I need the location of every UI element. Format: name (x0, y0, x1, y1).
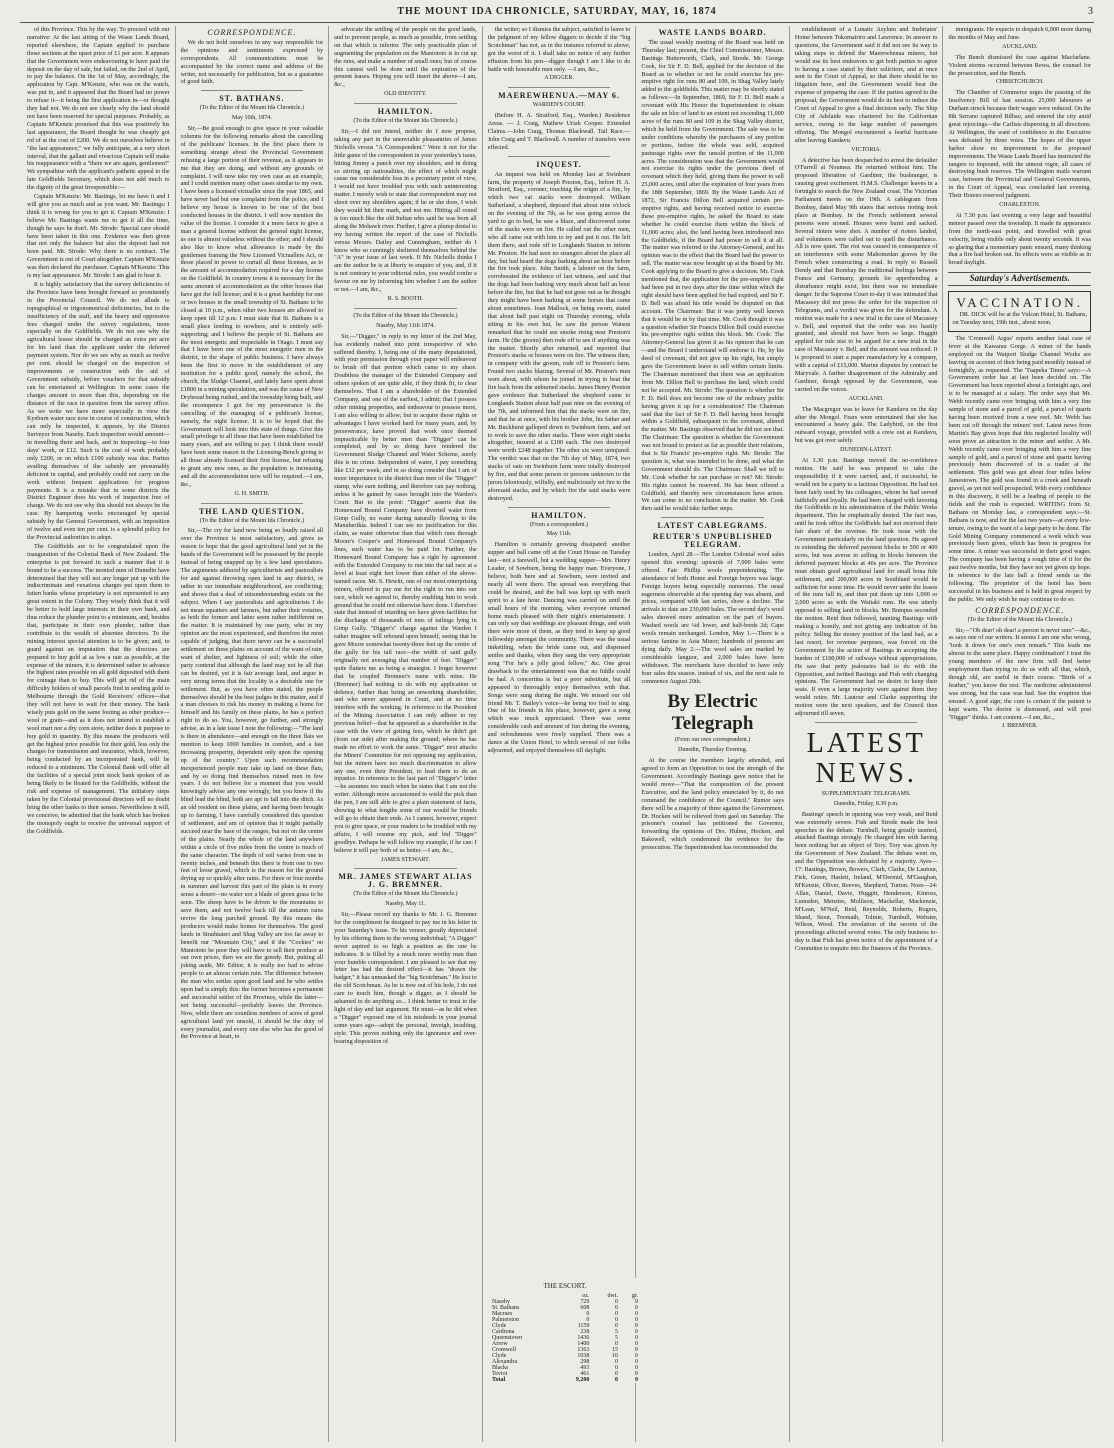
region-heading: AUCKLAND. (848, 395, 884, 402)
divider (661, 517, 764, 518)
escort-amount: 0 (635, 1347, 638, 1353)
escort-place: Arrow (492, 1341, 508, 1347)
advertisements-heading: Saturday's Advertisements. (948, 272, 1091, 286)
telegraph-heading: By Electric Telegraph (667, 691, 758, 735)
escort-title: THE ESCORT. (543, 1282, 587, 1290)
masthead (20, 6, 1094, 23)
section-subheading: (From our own correspondent.) (674, 737, 751, 744)
escort-amount: 1436 (577, 1335, 590, 1341)
escort-amount: 0 (635, 1299, 638, 1305)
escort-place: Teviot (492, 1371, 508, 1377)
escort-amount: 0 (614, 1377, 618, 1383)
escort-amount: 0 (586, 1317, 590, 1323)
latest-news-heading: LATEST NEWS. (806, 727, 926, 789)
letter-heading: HAMILTON. (377, 107, 434, 117)
escort-amount: 1363 (577, 1347, 590, 1353)
escort-amount: 0 (635, 1353, 638, 1359)
escort-amount: 0 (635, 1323, 638, 1329)
letter-signature: R. S. BOOTH. (387, 296, 424, 302)
letter-signature: G. H. SMITH. (234, 490, 270, 497)
article-text: The Goldfields are to be congratulated upon the inauguration of the Colonial Bank of New Zealand. The enterprise is put forward in such a manner that it is bound to be a success. The monied men of Dunedin have determined that they will not any longer put up with the indiscriminate and vexatious charges put upon them to fatten banks whose proprietary is not represented to any great extent in the Colony. They wisely think that it will be better to hold large interests in their own bank, and thus reduce the plunder point to a minimum, and, besides that, participate in their own plunder, rather than contribute to the wealth of absentee directors. To the mining interest special attention is to be given; and, to guard against an imputation that the directors are prepared to buy gold at as low a rate as possible, at the expense of the miners, it is determined rather to advance the highest rates possible on all gold deposited with them for coinage than to buy. This will get rid of the main difficulty holders of small parcels find in sending gold to Melbourne through the Gold Receivers' offices—that they will not have to wait for their money. The bank wisely puts gold on the same footing as other produce—wool or grain—and as it does not intend to establish a wool mart nor a dry corn store, neither does it purpose to buy gold in quantity. By this means the producers will get the highest price possible for their gold, less only the charges for transmission and insurance, which, however, being conducted by an incorporated bank, will be reduced to a minimum. The Colonial Bank will offer all the facilities of a special joint stock bank spoken of as being likely to be floated for the Goldfields, without the risk and expense of management. The initiatory steps taken by the Colonial provisional directors will no doubt bring the other banks to their senses. Nevertheless it will, we conceive, be admitted that the bank which has broken the monopoly ought to receive the universal support of the Goldfields. (27, 542, 170, 835)
article-text: A detective has been despatched to arrest the defaulter O'Farrell at Noumea. He returned without him. The proposed liberation of Gardiner, the bushranger, is causing great excitement. H.M.S. Challenger leaves in a fortnight to search the New Zealand coast. The Victorian Parliament meets on the 19th. A cablegram from Bombay, dated May 9th states that serious rioting took place at Bombay. In the French settlement several persons were stoned. Houses were burnt and sacked. Several rioters were shot. A number of rioters landed, and volunteers were called out to quell the disturbance. All is now quiet. The riot was caused in consequence of an interference with some Mahomedan graves by the French when constructing a road. In reply to Russell Dendy and that Bombay the traditional feelings between France and Germany, grounds for apprehending a disturbance might exist, but there was no immediate danger. In the Supreme Court to-day it was intimated that Macassey did not press the order for the inspection of Telegrams, and a verdict was given for the defendant. A motion was made for a new trial in the case of Macassey v. Bell, and reported that the order was too hastily granted, and should not have been so large. Huggitt applied for rule nisi to be argued for a new trial in the case of Macassey v. Bell, and the amount was reduced. It is proposed to start a paper manufactory by a company, with a capital of £15,000. Marine disputes by contract he Maryvale. A farther disagreement of the Admiralty and Gardiner, though opposed by the Government, was carried on the voices. (794, 156, 938, 393)
letter-text: Sir,—"Digger," in reply to my letter of the 2nd May, has evidently rushed into print irrespective of who suffered thereby. I, being one of the many deputatioted, with your permission through your paper will endeavour to brush off that portion which came to my share. Doubtless the manager of the Extended Company and others spoken of are quite able, if they think fit, to clear themselves. That I am a shareholder of the Extended Company, and one of the earliest, I admit; that I possess other mining properties, and endeavour to possess more, I am also willing to allow; but to acquire those rights or advantages I have worked hard for many years, and, by perseverance, have proved that work once deemed impracticable by better men than "Digger" can be completed, and by so doing have rendered the Government Sludge Channel and Water Scheme, surely this is no crime. Independent of water, I pay something like £12 per week, and in so doing consider that I am of more importance to the district than men of the "Digger" stamp, who earn nothing, and therefore can pay nothing, unless it be gained by cases brought into the Warden's Court. But to the point: "Digger" asserts that the Homeward Bound Company have diverted water from Gimp Gully, no water during naturally flowing to the Manuherikia. Indeed I can see no justification for this claim, as water otherwise than that which runs through Moore's Cooper's and Homeward Bound Company's lines, such water has to be paid for. Further, the Homeward Bound Company has a right by agreement with the Extended Company to run into the tail race at a level at least eight feet lower than either of the above-named races. Mr. S. Hewitt, one of our most enterprising miners, offered to pay me for the right to run into our race, which we agreed to, thereby enabling him to work ground that he could not otherwise have done. I therefore state that instead of retarding we have given facilities for the discharge of thousands of tons of tailings lying in Gimp Gully. "Digger's" charge against the Warden I rather imagine will rebound upon himself, seeing that he gave Moore somewhat twenty-three feet up the centre of the gully for his tail race—the width of said gully originally not averaging that number of feet. "Digger" quite flatters me as being a strategist. I forget however that he coupled Bremner's name with mine. He (Bremner) had nothing to do with my application or defence, further than being an unworking shareholder, and who never appeared in Court, and at no time interfere with the working. In reference to the President of the Mining Association I can only adhere to my previous belief—that he appeared as a shareholder in the case with the view of getting fees, which he didn't get (from our side) after making the ground; where he has made no effort to work the same. "Digger" next attacks the Miners' Committee for not opposing my application, but the miners have too much discrimination to allow any one, even their President, to lead them to do an injustice. In reference to the last part of "Digger's" letter—he assumes too much when he states that I am not the writer. Although more accustomed to wield the pick than the pen, I am still able to give a plain statement of facts, showing to what lengths some of our would be friends will go to obtain their ends. As I cannot, however, expect you to give space, or your readers to be troubled with my affairs, I will resume my pick, and bid "Digger" goodbye. Perhaps he will follow my example, if he can: I believe it will pay both of us better.—I am, &c., (334, 332, 477, 854)
divider (508, 87, 611, 88)
escort-place: Queenstown (492, 1335, 522, 1341)
vaccination-title: VACCINATION. (956, 295, 1083, 311)
article-text: The Bench dismissed the case against Macfarlane. Violent storms occurred between Rewa, the counsel for the prosecution, and the Bench. (948, 53, 1092, 77)
region-heading: CHARLESTON. (999, 202, 1041, 209)
letter-signature: JAMES STEWART. (381, 856, 430, 863)
article-text: At 7.30 p.m. last evening a very large and beautiful meteor passed over the township. It made its appearance from the north-east point, and travelled with great velocity, being visible only about twenty seconds. It was so glaring that a momentary panic ensued, many thinking that a fire had broken out. Its effects were as visible as in broad daylight. (948, 211, 1092, 267)
letter-heading: MR. JAMES STEWART ALIAS J. G. BREMNER. (338, 872, 473, 890)
escort-amount: 729 (580, 1299, 590, 1305)
article-text: An inquest was held on Monday last at Swinburn farm, the property of Joseph Preston, Esq., before H. A. Stratford, Esq., coroner, touching the origin of a fire, by which two cat stacks were destroyed. William Sutherland, a shepherd, deposed that about nine o'clock on the evening of the 7th, as he was going across the yard to go to bed, he saw a blaze, and discovered some of the stacks were on fire. He called out the other men, who all came out with him to try and put it out. He left them there, and rode off to Longlands Station to inform Mr. Preston. He had seen no strangers about the place all day, but had heard the dogs barking about an hour before the fire took place. John Smith, a laborer on the farm, corroborated the evidence of last witness, and said that the dogs had been barking very much about half an hour before the fire, but that he had not gone out as he thought they might have been barking at some horses that came about sometimes. Joan Mallock, on being sworn, stated that about half past eight on Thursday evening, while sitting in his own hut, he saw the person Watson remarked that he could see smoke rising near Preston's farm. He (the groom) then rode off to see if anything was the matter. Shortly after returned, and reported that Preston's stacks or houses were on fire. The witness then, in company with the groom, rode off to Preston's farm. Found two stacks blazing. Several of Mr. Preston's men were about, with whom he joined in trying to beat the fire back from the unburned stacks. James Henry Preston gave evidence that Sutherland the shepherd came to Longlands Station about half past nine on the evening of the 7th, and informed him that the stacks were on fire, and that he at once, with his brother John, his father and Mr. Buckhurst galloped down to Swinburn farm, and set to work to save the other stacks. There were eight stacks altogether, insured at a £100 each. The two destroyed were worth £248 together. The other six were uninjured. The verdict was that on the 7th day of May, 1874, two stacks of oats on Swinburn farm were totally destroyed by fire, and that some person or persons unknown to the jurors feloniously, wilfully, and maliciously set fire to the aforesaid stacks, and by which fire the said stacks were destroyed. (487, 170, 631, 502)
escort-amount: 0 (635, 1335, 638, 1341)
article-date: Dunedin, Friday, 8.30 p.m. (833, 800, 899, 807)
escort-amount: 0 (614, 1341, 618, 1347)
section-heading: HAMILTON. (531, 510, 587, 520)
article-text: Bastings' speech in opening was very weak, and Reid was extremely severe. Fish and Strode made the best speeches in the debate. Turnbull, being greatly taunted, attacked Bastings strongly. He charged him with having been nothing but an object of Tory. Tory was given by the Government of New Zealand. The debate went on, and the Opposition was defeated by a majority. Ayes—17: Bastings, Brown, Bowers, Clark, Clarke, De Lautour, Fish, Green, Haslett, Ireland, M'Dermid, M'Gaughan, M'Kenzie, Oliver, Reeves, Shepherd, Turton. Noes—24: Allan, Daniel, Davie, Huggitt, Henderson, Kinross, Lumsden, Menzies, Mollison, Mackellar, Mackenzie, M'Lean, M'Neil, Reid, Reynolds, Roberts, Rogers, Shand, Stout, Toomath, Tolmie, Turnbull, Webster, Wilson, Wood. The revelation of the secrets of the proceedings affected several votes. The only business to-day is that Fish has given notice of the appointment of a Committee to enquire into the finances of the Province. (794, 810, 938, 953)
ad-text: DR. DICK will be at the Vulcan Hotel, St. Bathans, on Tuesday next, 19th inst., about noon. (952, 311, 1088, 326)
escort-amount: 0 (614, 1305, 618, 1311)
page-number: 3 (1088, 6, 1094, 17)
escort-place: Cardrona (492, 1329, 515, 1335)
escort-amount: 493 (580, 1365, 590, 1371)
letter-text: Sir,—I did not intend, neither do I now propose, taking any part in the unenviable pleasantries of James Nicholls versus "A Correspondent." Were it not for the little game of the correspondent in your yesterday's issue, hitting Jimmy a punch over my shoulders, and in doing so stirring up nationalities, the effect of which might cause me considerable loss in a pecuniary point of view, I would not have troubled you with such uninteresting matter. I merely wish to state that correspondent may not shoot over my shoulders again; if he or she does, I wish they would hit their mark, and not me. Hitting all round is too much like the old Indian who said he was born all along the Mohawk river. Further, I give a plump denial to my having written the report of the case of Nicholls versus Messrs. Dailey and Cunningham, neither do I know who so cunningly sheltered themselves behind the "A" in your issue of last week. If Mr. Nicholls thinks I am the author he is at liberty to enquire of you, and, if it is not contrary to your editorial rules, you would confer a favour on me by informing him whether I am the author or not.—I am, &c., (334, 127, 477, 294)
escort-place: Clyde (492, 1353, 507, 1359)
letter-heading: ST. BATHANS. (219, 94, 285, 104)
divider (354, 308, 457, 309)
column-6 (790, 26, 944, 1442)
letter-address: (To the Editor of the Mount Ida Chronicle.) (353, 118, 458, 125)
escort-table-box (490, 1278, 640, 1383)
escort-amount: 0 (614, 1371, 618, 1377)
article-text: The usual weekly meeting of the Board was held on Thursday last; present, the Chief Commissioner, Messrs. Bastings Butterworth, Clark, and Strode. Mr. George Cook, for Sir F. D. Bell, applied for the decision of the Board as to whether or not he could exercise his pre-emptive right for runs 80 and 109, in Shag Valley lately added to the goldfields. This matter may be shortly stated as follows:—In September, 1869, Sir F. D. Bell made a covenant with His Honor the Superintendent to obtain the sale en bloc of land to an extent not exceeding 11,000 acres of the runs 80 and 109 in the Shag Valley district, which he held from the Government. The sale was to be under conditions whereby the purchasers of any portion or portions, before the whole was sold, acquired pasturage rights over the unsold portion of the 11,000 acres. The consideration was that the Government would not exercise its rights under the previous deed of covenant which they held, giving them the power to sell 25,000 acres, until after the expiration of four years from the 18th September, 1869. By the Waste Lands Act of 1872, Sir Francis Dillon Bell acquired certain pre-emptive rights, and having received notice to exercise these pre-emptive rights, he asked the Board to state whether he could exercise them within the block of 11,000 acres; also, the land having been introduced into the Goldfields, if the Board had power to sell it at all. The matter was referred to the Attorney-General, and his opinion was to the effect that the Board had the power to sell. The matter was now brought up at the Board by Mr. Cook applying to the Board to give a decision. Mr. Cook mentioned that, the application for the pre-emptive right had been put in two days after the time within which the right should have been applied for had expired, and Sir F. D. Bell was afraid his title would be disputed on that account. The Chairman: But it was pretty well known that it would be in by that time. Mr. Cook thought it was a question whether Sir Francis Dillon Bell could exercise his pre-emptive right within this block. Mr. Cook: The Attorney-General has given it as his opinion that he can—and the Board I understand will endorse it. He, by his deed of covenant, did not give up his right, but simply gave the Government leave to sell within certain limits. The Chairman mentioned that there was an application from Mr. Dillon Bell to purchase the land, which could not be accepted. Mr. Strode: The question is whether Sir F. D. Bell does not become one of the ordinary public having given it up for a consideration? The Chairman said that the fact of Sir F. D. Bell having been brought within a Goldfield, subsequent to the covenant, altered the matter. Mr. Bastings observed that he did not see that. The Chairman: The question is whether the Government was not bound to protect as far as possible their relations, that is Sir Francis' pre-emptive right. Mr. Strode: The question is, what was intended to be done, and what the Government should do. The Chairman: Shall we tell to Mr. Cook whether he can purchase or not? Mr. Strode: His rights cannot be reserved. He has been offered a Goldfield, and thereby new circumstances have arisen. We can come to no conclusion in the matter. Mr. Cook then said he would take further steps. (641, 38, 784, 513)
letter-date: May 10th, 1874. (232, 115, 272, 122)
letter-address: (To the Editor of the Mount Ida Chronicle.) (199, 517, 304, 524)
section-subheading: (From a correspondent.) (529, 521, 589, 528)
article-text: of this Province. This by the way. To proceed with our narrative: At the last sitting of the Waste Lands Board, reported elsewhere, the Captain applied to purchase those sections at the upset price of £1 per acre. It appears that the Government were endeavouring to have paid the deposit on the day of sale, but failed, on the 2nd of April, to pay the balance. On the 1st of May, accordingly, the application by Capt. M'Kenzie, who was on the watch, was put in, and it appeared that the Board had no power to refuse it—it being the first application in—or thought they had not. We do not see clearly why the land should not have been reserved for special purposes. Probably, as Captain M'Kenzie promised that this was positively his last appearance, the Board thought he was cheaply got rid of at the cost of £200. We do not ourselves believe in "the last appearance;" we fully anticipate, at a very short interval, that the gallant and vivacious Captain will make his reappearance with a "there we are again, gentlemen!" We sympathise with the applicant's pathetic appeal to the late Goldfields Secretary, which does not add much to the dignity of the great Irresponsible:— (27, 26, 170, 192)
article-text: London, April 28.—The London Colonial wool sales opened this evening: upwards of 7,000 bales were offered. Fair Phillip wools preponderating. The attendance of both Home and Foreign buyers was large. Foreign buyers being especially numerous. The usual eagerness observable at the opening day was absent, and prices, compared with last series, show a decline. The arrivals to date are 230,000 bales. The second day's wool sales showed more animation on the part of buyers. Washed wools are ¼d lower, and half-breds 2d; Cape wools remain unchanged. London, May 1.—There is a serious famine in Asia Minor; hundreds of persons are dying daily. May 2.—The wool sales are marked by considerable languor, and 2,000 bales have been withdrawn. The merchants have decided to have only four sales this season. instead of six, and the next sale to commence August 20th. (641, 551, 784, 685)
escort-place: St. Bathans (492, 1305, 520, 1311)
section-subheading: REUTER'S UNPUBLISHED TELEGRAM. (652, 532, 773, 550)
escort-amount: dwt. (607, 1293, 618, 1299)
escort-amount: 0 (635, 1341, 638, 1347)
escort-amount: 0 (614, 1299, 618, 1305)
region-heading: DUNEDIN-LATEST. (840, 447, 893, 454)
divider (354, 103, 457, 104)
letter-address: (To the Editor of the Mount Ida Chronicle.) (199, 105, 304, 112)
letter-signature: OLD IDENTITY. (384, 91, 427, 98)
article-text: It is highly satisfactory that the survey deficiencies of the Province have been brought forward so prominently in the Provincial Council. We do not allude to topographical or trigonometrical deficiencies, but to the insufficiency of the staff, and the heavy and oppressive fees charged under the survey regulations, more especially on the Goldfields. We do not see why the agricultural lessee should be charged an extra per acre for his land than the applicant under the deferred payment system. Nor do we see why as much as twelve per cent. should be charged on the inspection of improvements or construction with the aid of Government subsidy, before vouchers for that subsidy can be entertained at Wellington. In some cases the charges amount to more than this, depending on the distance of the race in question from the survey office. As we write we have more especially in view the Kyeburn water race now in course of construction, which can only be inspected, it appears, by the District Surveyor from Naseby. Each inspection would amount—in travelling there and back, and in inspecting—to four days' work, or £12. Such is the cost of work probably only £200, or on which £100 subsidy was due. Parties availing themselves of the subsidy are presumably deficient in capital, and probably could not carry on the work without frequent applications for progress payments. It is a mistake that in some districts the District Engineer does his work of inspection free of charge. We do not see why this should not always be the case. By hampering works encouraged by special subsidy by the General Government, with an imposition of twelve and even ten per cent. is a splendid policy for the Provincial authorities to adopt. (27, 281, 170, 541)
escort-amount: 461 (580, 1371, 590, 1377)
article-text: The 'Cromwell Argus' reports another fatal case of fever at the Kawarau Gorge. A miner of the hands employed on the Waipori Sludge Channel Works are leaving on account of their being paid monthly instead of fortnightly, as requested. The 'Tuapeka Times' says:—A Government order has at last been decided on. The Government has been reported about a fortnight ago, and is to be managed at a salary. The order says that Mr. Webb recently came over bringing with him a very fine sample of stone and a parcel of gold, a parcel of quartz having been received from a new reef. Mr. Webb has been cut off through the miners' reef. Latest news from Martin's Bay gives hope that this neglected locality will soon prove an attraction to the miner and settler. A Mr. Webb recently came over bringing with him a very fine sample of gold, and a parcel of stone and quartz having previously been discovered of in a trader at the settlement. This gold was got about four miles below Jamestown. The gold was found in a creek and beneath gravel, as yet not well prospected. With every confidence in this discovery, it will be a leading of people to the fields and the rush is expected. WRITING from St. Bathans on Monday last, a correspondent says:—St. Bathans is now, and for the last two years—at every low-tenure, owing to the want of a large party to be done. The Gold Mining Company commenced a work which was previously been given, which has been in progress for some time. A miner was successful in their good wages. The company has been having a rough time of it for the past twelve months, but they have not yet given up hope. In reference to the late ball a friend sends us the following. The proprietor of the hotel has been successful in his business and is held in great respect by the public. We only wish he may continue to do so. (948, 334, 1092, 603)
escort-amount: 15 (611, 1347, 618, 1353)
column-4 (483, 26, 637, 1442)
column-7 (943, 26, 1096, 1442)
article-text: establishment of a Lunatic Asylum and Inebriates' Home between Tokomairiro and Lawrence. In answer to questions, the Government said it did not see its way to taking steps to defend the Maerewhenua miners, but would use its best endeavors to get both parties to agree to having a case stated by their solicitors, and at once sent to the Court of Appeal, so that there should be no litigation here, and the Government would bear the expense of preparing the case. If the parties agreed to the proposal, the Government would do its best to induce the Court of Appeal to give a final decision early. The Ship City of Adelaide was chartered for the Californian service, owing to the large number of passengers offering. The Mongol encountered a fearful hurricane after leaving Kandavu. (794, 26, 938, 144)
masthead-title: THE MOUNT IDA CHRONICLE, SATURDAY, MAY, 16, 1874 (397, 6, 717, 17)
escort-place: Palmerston (492, 1317, 519, 1323)
letter-date: Naseby, May 11. (385, 901, 426, 908)
divider (508, 156, 611, 157)
article-text: immigrants. He expects to despatch 6,000 more during the months of May and June. (948, 26, 1092, 41)
dialogue-text: Captain M'Kenzie: Mr. Bastings, let me have it and I will give you as much and as you want. Mr. Bastings: I think it is wrong for you to get it. Captain M'Kenzie: I believe Mr. Bastings wants me to get it all the time, though he says he don't. Mr. Strode: Special care should have been taken in this one. Evidence was then given that not only the balance but also the deposit had not been paid. Mr. Strode: Why there is no contract. The Government is out of Court altogether. Captain M'Kenzie was then declared the purchaser. Captain M'Kenzie: This is my last appearance. Mr. Strode: I am glad to hear it. (27, 193, 170, 280)
letter-text: Sir,—Please record my thanks to Mr. J. G. Bremner for the compliment he designed to pay me in his letter in your Saturday's issue. To his veneer, greatly depreciated by his offering them to the wrong individual; "A Digger" never aspired to so high a position as the one he indicates. It is filled by a much more worthy man than your humble correspondent. I am pleased to see that my letter has had the desired effect—it has "drawn the badger," it has unmasked the "big Scotchman." He lost to the old Scotchman. As he is now out of his hole, I do not care to touch him, though a digger, as I should be ashamed to do anything so... I think better to trust to the light of day and fair argument. He must—as he did when a "Digger" exposed one of his misdeeds in your journal some years ago—adopt the personal, inveigh, insulting, style. This proves nothing only the ignorance and over-bearing disposition of (334, 911, 477, 1045)
escort-amount: 0 (635, 1377, 638, 1383)
escort-place: Macraes (492, 1311, 513, 1317)
escort-amount: 608 (580, 1305, 590, 1311)
article-text: The Chamber of Commerce urges the passing of the Insolvency Bill of last session. 25,000 labourers at Durham struck because their wages were reduced. On the 8th Serrano captured Bilbao, and entered the city amid great rejoicings—the Carlists dispersing in all directions. At Wellington, the want of confidence in the Executive was defeated by three votes. The hopes of the upper harbor show no improvement to the proposed improvements. The Waste Lands Board has instructed the rangers to impound, with the utmost vigor, all cases of destroying bush reserves. The Wellington mails warrant case, between the Provincial and General Governments, in the Court of Appeal, was concluded last evening. Their Honors reserved judgment. (948, 89, 1092, 200)
escort-amount: 10 (611, 1353, 618, 1359)
letter-text: the writer; so I dismiss the subject, satisfied to leave to the judgment of my fellow diggers to decide if the "big Scotchman" has not, as in the instance referred to above, got the worst of it. I shall take no notice of any further effusion from his pen—digger though I am I like to do battle with honorable men only. —I am, &c., (487, 26, 631, 73)
escort-amount: 0 (635, 1305, 638, 1311)
escort-amount: 0 (635, 1359, 638, 1365)
section-subheading: SUPPLEMENTARY TELEGRAMS. (821, 790, 911, 797)
escort-table (490, 1293, 640, 1383)
escort-amount: 0 (586, 1311, 590, 1317)
escort-place: Naseby (492, 1299, 510, 1305)
escort-place: Alexandra (492, 1359, 517, 1365)
letter-text: Sir,—The cry for land now being so loudly raised all over the Province is most satisfactory, and gives us reason to hope that the good agricultural land yet in the hands of the Government will be possessed by the people instead of being snapped up by a few land speculators. The arguments adduced by agriculturists and pastoralists for and against throwing open land in any district, or rather in our immediate neighbourhood, are conflicting; and shows that a deal of misunderstanding exists on the subject. When I say pastoralists and agriculturists I do not mean squatters and farmers, but rather their votaries, as both the former and latter seem rather indifferent on the matter. It is maintained by one party, who in my opinion are the most experienced, and therefore the most capable of judging, that there never can be a successful settlement on these plains on account of the want of rain, want of shelter, and lightness of soil; while the other party contend that although the land may not be all that can be desired, yet it is fair average land, and argue in very strong terms that the locality is a desirable one for settlement. But, as you have often stated, the people themselves should be the best judges in this matter, and if a man chooses to risk his money in making a home for himself and his family on these plains, he has a perfect right to do so. You, however, go further, and strongly advise, as in a late issue I note the following:—"The land is there in abundance—and enough on the three flats we mention to keep 1000 families in comfort, and a fast increasing prosperity, dependent only upon the opening up of the country." Upon such recommendation inexperienced people may take up land on these flats, and by so doing find themselves ruined men in few years. I do not believe for a moment that you would knowingly advise any one wrongly, but you know if the blind lead the blind, both are apt to fall into the ditch. As an old resident on these plains, and having been brought up to farming, I have carefully considered this question of settlement, and am of opinion that it might partially succeed near the base of the ranges, but not on the centre of the plains. Nearly the whole of the land anywhere within a circle of five miles from the centre is much of the same character. The depth of soil varies from one to twenty inches, and beneath this there is from one to two feet of loose gravel, which is the reason for the ground drying up so quickly after rains. For three or four months in summer and harvest this part of the plain is in every sense a desert—no water nor a blade of green grass to be seen. The sheep have to be driven to the mountains to save them, and not twelve back till the autumn rains revive the long parched ground. By this means the producers would make homes for themselves. The good lands in Strathtaieri and Shag Valley are too far away to benefit our "Mountain City," and if the "Cockies" on Maniototo be poor they will have to sell their produce at our own prices, then we are the greedy. But, putting all joking aside, Mr. Editor, it is really too bad to advise people to an almost certain ruin. The difference between the man who settles upon good land and he who settles upon bad is simply this: the former becomes a permanent and successful settler of the Province, while the latter—not being successful—probably leaves the Province. Now, while there are countless numbers of acres of good agricultural land yet unsold, it should be the duty of every journalist, and every one else who has the good of the Province at heart, to (180, 527, 324, 1041)
article-text: The Macgregor was to leave for Kandavu on the day after the Mongol. Fears were entertained that she has encountered a heavy gale. The Ladybird, on the first outward voyage, provided with a crew out at Kandavu, but was got over safely. (794, 405, 938, 445)
region-heading: AUCKLAND. (1002, 43, 1038, 50)
escort-amount: 0 (635, 1317, 638, 1323)
divider (508, 507, 611, 508)
section-heading: CORRESPONDENCE. (975, 605, 1065, 615)
escort-amount: 0 (635, 1365, 638, 1371)
escort-amount: gr. (631, 1293, 638, 1299)
escort-amount: 0 (614, 1311, 618, 1317)
article-text: (Before H. A. Stratford, Esq., Warden.) Residence Areas. — J. Craig, Mathew Uriah Cooper. Extended Claims.—John Craig, Thomas Blackwall. Tail Race.—John Craig and T. Blackwall. A number of transfers were effected. (487, 112, 631, 151)
article-date: May 11th. (546, 531, 572, 538)
section-heading: WASTE LANDS BOARD. (658, 28, 767, 37)
escort-amount: 1159 (577, 1323, 590, 1329)
escort-amount: 0 (614, 1317, 618, 1323)
escort-amount: 0 (635, 1311, 638, 1317)
article-text: Hamilton is certainly growing dissipated: another supper and ball came off at the Court House on Tuesday last—not a farewell, but a wedding supper—Mrs. Henry Leader, of Sowburn, being the happy man. Everyone, I believe, both here and at Sowburn, were invited and nearly all were there. The spread was everything that could be desired, and the ball was kept up with much spirit to a late hour. Dancing was carried on until the small hours of the morning, when everyone returned home much pleased with their night's entertainment. I can only say that weddings are pleasant things, and wish there were more of them, as they tend to keep up good fellowship amongst the community. There was the usual tinkettling, when the bride came out, and dispensed smiles and thanks, when they sang the very appropriate song "For he's a jolly good fellow," &c. One great drawback to the entertainment was that no fiddle could be had. A concertina is but a poor substitute, but all appeared to thoroughly enjoy themselves with that. Songs were sung during the night. We missed our old friend Mr. T. Bailey's voice—he being too frail to sing. One of his friends in his place, however, gave a song which was much appreciated. There was some considerable cash and amount of fun during the evening, and refreshments were freely supplied. There was a dance at the Union Hotel, to which several of our folks adjourned, and enjoyed themselves till daylight. (487, 541, 631, 754)
divider (201, 503, 304, 504)
letter-text: advocate the settling of the people on the good lands, and to prevent people, as much as possible, from settling on that which is inferior. The only practicable plan of augmenting the population on the Maniototo is to cut up the runs, and make a number of small ones; but of course this cannot well be done until the expiration of the present leases. Hoping you will insert the above—I am, &c., (334, 26, 477, 89)
letter-signature: J. BREMNER. (1001, 723, 1038, 730)
letter-date: Naseby, May 11th 1874. (376, 322, 435, 329)
section-subheading: WARDEN'S COURT. (532, 102, 586, 109)
letter-signature: A DIGGER. (544, 75, 574, 82)
column-3 (329, 26, 483, 1442)
letter-heading: THE LAND QUESTION. (198, 506, 305, 516)
divider (201, 90, 304, 91)
section-heading: LATEST CABLEGRAMS. (657, 521, 768, 531)
escort-amount: 1400 (577, 1341, 590, 1347)
letter-address: (To the Editor of the Mount Ida Chronicle.) (353, 312, 458, 319)
section-heading: CORRESPONDENCE. (207, 28, 297, 37)
letter-address: (To the Editor of the Mount Ida Chronicle.) (353, 891, 458, 898)
escort-amount: 0 (614, 1365, 618, 1371)
letter-text: Sir,—"Oh dear! oh dear! a person is never sure"—&c., as says one of our writers. It seems I am one who wrong, "took it down for one's own remark." This leads me almost to the same place. Happy combination! I trust the young members of the new firm will find better employment than trying to do us with all that, which, though old, are useful in their course. "Birds of a feather," you know the rest. The medicine administered was strong, but the case was bad. See the eruption that ensued. A good sign; the cure is certain if the patient is kept warm. The doctor is dismissed, and will post "Digger" thinks. I am content.—I am, &c., (948, 626, 1092, 721)
vaccination-ad (948, 291, 1091, 332)
region-heading: VICTORIA. (851, 146, 882, 153)
escort-place: Blacks (492, 1365, 509, 1371)
escort-amount: 9,200 (575, 1377, 590, 1383)
section-heading: INQUEST. (536, 159, 582, 169)
escort-amount: 238 (580, 1329, 590, 1335)
divider (815, 722, 918, 723)
escort-amount: 0 (614, 1359, 618, 1365)
escort-place: Total (492, 1377, 506, 1383)
escort-amount: 1038 (577, 1353, 590, 1359)
escort-place: Clyde (492, 1323, 507, 1329)
article-date: Dunedin, Thursday Evening. (677, 747, 748, 754)
escort-amount: 5 (614, 1329, 618, 1335)
editorial-notice: We do not hold ourselves in any way responsible for the opinions and sentiments expressed by correspondents. All communications must be accompanied by the correct name and address of the writer, not necessarily for publication, but as a guarantee of good faith. (180, 38, 324, 86)
escort-place: Cromwell (492, 1347, 516, 1353)
letter-address: (To the Editor of the Mount Ida Chronicle.) (967, 616, 1072, 623)
escort-amount: 5 (614, 1335, 618, 1341)
section-heading: MAEREWHENUA.—MAY 6. (498, 91, 620, 101)
column-5 (636, 26, 790, 1442)
escort-amount: 0 (635, 1329, 638, 1335)
region-heading: CHRISTCHURCH. (995, 79, 1044, 86)
escort-amount: 0 (635, 1371, 638, 1377)
escort-amount: 0 (614, 1323, 618, 1329)
divider (354, 868, 457, 869)
column-2 (176, 26, 330, 1442)
article-text: At 3.30 p.m. Bastings moved the no-confidence motion. He said he was prepared to take the responsibility if it were carried, and, if successful, he would not be a party to a factious Opposition. He had not been fairly used by his colleagues, whom he had served faithfully and loyally. He had been charged with favoring the Goldfields in his administration of the Public Works department. This he emphatically denied. The fact was, until he took office the Goldfields had not received their fair share of the revenue. He took issue with the Government particularly on the land question. He agreed in extending the deferred payment blocks to 500 or 400 acres, but was averse to selling in blocks between the deferred payment blocks at 40s per acre. The Province must obtain good agricultural land for small bona fide settlement, and 200,000 acres in Southland would be sufficient for some time. He would never unite the leases of the runs fall in, and then put them up into 1,000 or 2,000 acres as with the Waitaki runs. He was utterly opposed to selling land in blocks. Mr. Bumpus seconded the motion. Reid then followed, taunting Bastings with making a homily, and not giving any indication of his policy. Selling the money position of the land had, as a last resort, for revenue purposes, was forced on the Government by the action of Bastings in accepting the burden of £100,000 of railways without appropriations. He saw that petty jealousies had to do with the Opposition, and twitted Bastings and Fish with changing opinions. The Government had no desire to keep their seats. If even a large majority were against them they would retire. Mr. Lautour and Clarke supporting the motion were the next speakers, and the Council then adjourned till seven. (794, 457, 938, 718)
letter-text: Sir,—Be good enough to give space in your valuable columns for the following remarks about the cancelling of the publicans' licenses. In the first place there is something strange about the Provincial Government refusing a large portion of their revenue, as it appears to me that they are doing, and without any grounds of complaint. I will now take my own case as an example, and I could mention many other cases similar to my own. I have been a licensed victualler since the year 1865, and have never had but one complaint from the police, and I believe my house is known to be one of the best conducted houses in the district. I will now mention the value of the license. I consider it a mere farce to give a man a general license without the general night license, as one is almost valueless without the other; and I should also like to know what allowance is made by the gentlemen framing the New Licensed Victuallers Act, or those placed in power to curtail all these licenses, as to the amount of accommodation required for a day license on the Goldfield. In country towns it is necessary for the same amount of accommodation as the other houses that have got the full license; and it is a great hardship for one or two houses in the small township of St. Bathans to be closed at 10 p.m., when other two houses are allowed to keep open till 12 p.m. I must state that St. Bathans is a small place lending to nowhere, and is entirely self-supporting; and I believe the people of St. Bathans are the most energetic and respectable in Otago. I must say that I have been one of the most energetic men in the district, in the shape of public business. I have always been the first to move in the establishment of any institution for a public good, namely the school, the church, the Sludge Channel, and lately have spent about £1800 in a mining speculation, and was the cause of New Drybread being rushed, and the township being built, and the recompence I got for my perseverance is the cancelling of the managing of a publican's license, namely, the night license. It is to be hoped that the Government will look into this state of things. Give this small privilege to all those that have been established for many years, and are willing to pay. I think there would have been some reason in the Licensing-Bench giving to all those already licensed their first license, but refusing to grant any new ones, as the population is increasing, and all the accommodation now will be required.—I am, &c., (180, 125, 324, 488)
escort-amount: oz. (582, 1293, 590, 1299)
columns (22, 26, 1096, 1442)
column-1 (22, 26, 176, 1442)
escort-amount: 298 (580, 1359, 590, 1365)
escort-total-row (490, 1377, 640, 1383)
article-text: At the course the members largely attended, and agreed to form an Opposition to test the strength of the Government. Accordingly Bastings gave notice that he would move—"That the composition of the present Executive, and the land policy enunciated by it, do not command the confidence of the Council." Rumor says there will be a majority of three against the Government. Dr. Hocken will be relieved from gaol on Saturday. The prisoner's counsel has petitioned the Governor, forwarding the opinions of Drs. Hulme, Hocken, and Bakewell, which condemned the evidence for the prosecution. The Superintendent has recommended the (641, 757, 784, 852)
